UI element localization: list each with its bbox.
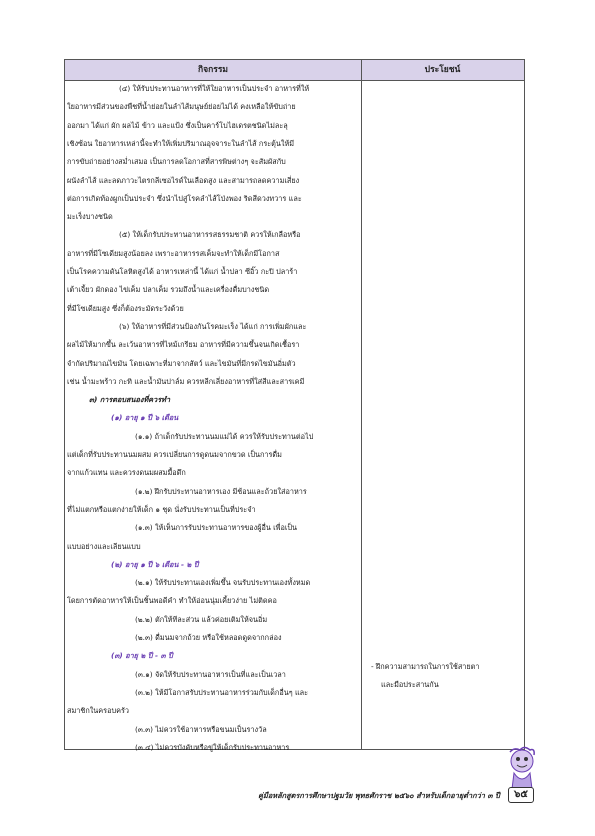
activity-line: (๓.๑) จัดให้รับประทานอาหารเป็นที่และเป็นเวลา bbox=[135, 669, 286, 679]
activity-line: เป็นโรคความดันโลหิตสูงได้ อาหารเหล่านี้ ได้แก่ น้ำปลา ซีอิ๊ว กะปิ ปลาร้า bbox=[67, 267, 298, 276]
activity-line: (๒.๑) ให้รับประทานเองเพิ่มขึ้น จนรับประทานเองทั้งหมด bbox=[135, 578, 311, 588]
age-heading: (๓) อายุ ๒ ปี - ๓ ปี bbox=[111, 651, 173, 661]
activity-line: (๓.๒) ให้มีโอกาสรับประทานอาหารร่วมกับเด็กอื่นๆ และ bbox=[135, 687, 309, 697]
table-header bbox=[65, 60, 524, 81]
activity-line: มะเร็งบางชนิด bbox=[67, 212, 113, 222]
activity-line: (๔) ให้รับประทานอาหารที่ให้ใยอาหารเป็นประจำ อาหารที่ให้ bbox=[119, 84, 310, 93]
activity-line: เช่น น้ำมะพร้าว กะทิ และน้ำมันปาล์ม ควรหลีกเลี่ยงอาหารที่ใส่สีและสารเคมี bbox=[67, 376, 305, 386]
activity-line: ใยอาหารมีส่วนของพืชที่น้ำย่อยในลำไส้มนุษย์ย่อยไม่ได้ คงเหลือให้ขับถ่าย bbox=[67, 102, 296, 112]
activity-line: จำกัดปริมาณไขมัน โดยเฉพาะที่มาจากสัตว์ และไขมันที่มีกรดไขมันอิ่มตัว bbox=[67, 358, 296, 368]
activity-line: ที่มีโซเดียมสูง ซึ่งก็ต้องระมัดระวังด้วย bbox=[67, 303, 184, 313]
activity-line: (๕) ให้เด็กรับประทานอาหารรสธรรมชาติ ควรให้เกลือหรือ bbox=[119, 230, 301, 240]
activity-line: ที่ไม่แตกหรือแตกง่ายให้เด็ก ๑ ชุด นั่งรับประทานเป็นที่ประจำ bbox=[67, 504, 256, 514]
activity-line: จากแก้วแทน และควรงดนมผสมมื้อดึก bbox=[67, 468, 186, 478]
activity-line: อาหารที่มีโซเดียมสูงน้อยลง เพราะอาหารรสเค็มจะทำให้เด็กมีโอกาส bbox=[67, 248, 280, 258]
age-heading: (๒) อายุ ๑ ปี ๖ เดือน - ๒ ปี bbox=[111, 559, 199, 569]
activity-line: (๓.๔) ไม่ควรบังคับหรือขู่ให้เด็กรับประทานอาหาร bbox=[135, 742, 290, 752]
page-number: ๖๕ bbox=[508, 787, 534, 803]
activity-line: การขับถ่ายอย่างสม่ำเสมอ เป็นการลดโอกาสที่สารพิษต่างๆ จะสัมผัสกับ bbox=[67, 157, 286, 167]
header-benefit: ประโยชน์ bbox=[424, 65, 461, 75]
section-heading: ๓) การตอบสนองที่ควรทำ bbox=[89, 395, 171, 405]
activity-line: ต่อการเกิดท้องผูกเป็นประจำ ซึ่งนำไปสู่โรคลำไส้โป่งพอง ริดสีดวงทวาร และ bbox=[67, 193, 302, 203]
column-divider bbox=[361, 60, 362, 749]
activity-line: เต้าเจี้ยว ผักดอง ไข่เค็ม ปลาเค็ม รวมถึงน้ำและเครื่องดื่มบางชนิด bbox=[67, 285, 270, 295]
activity-line: (๑.๑) ถ้าเด็กรับประทานนมแม่ได้ ควรให้รับประทานต่อไป bbox=[135, 431, 314, 441]
activity-line: (๑.๒) ฝึกรับประทานอาหารเอง มีช้อนและถ้วยใส่อาหาร bbox=[135, 486, 307, 496]
activity-line: โดยการตัดอาหารให้เป็นชิ้นพอดีคำ ทำให้อ่อนนุ่มเคี้ยวง่าย ไม่ติดคอ bbox=[67, 596, 277, 606]
activity-line: (๑.๓) ให้เห็นการรับประทานอาหารของผู้อื่น เพื่อเป็น bbox=[135, 523, 297, 533]
activity-line: (๒.๒) ตักให้ทีละส่วน แล้วค่อยเติมให้จนอิ่ม bbox=[135, 614, 268, 624]
activity-line: แต่เด็กที่รับประทานนมผสม ควรเปลี่ยนการดูดนมจากขวด เป็นการดื่ม bbox=[67, 450, 282, 459]
activity-line: ผลไม้ให้มากขึ้น ละเว้นอาหารที่ไหม้เกรียม อาหารที่มีความขึ้นจนเกิดเชื้อรา bbox=[67, 340, 300, 350]
activity-line: สมาชิกในครอบครัว bbox=[67, 706, 129, 716]
activity-line: เชิงซ้อน ใยอาหารเหล่านี้จะทำให้เพิ่มปริมาณอุจจาระในลำไส้ กระตุ้นให้มี bbox=[67, 138, 295, 148]
benefit-line: และมือประสานกัน bbox=[381, 680, 439, 689]
activity-line: (๓.๓) ไม่ควรใช้อาหารหรือขนมเป็นรางวัล bbox=[135, 724, 267, 734]
activity-line: แบบอย่างและเลียนแบบ bbox=[67, 541, 141, 551]
header-activity: กิจกรรม bbox=[197, 65, 228, 75]
activity-line: (๖) ให้อาหารที่มีส่วนป้องกันโรคมะเร็ง ได้แก่ การเพิ่มผักและ bbox=[119, 321, 307, 331]
activity-line: ผนังลำไส้ และลดภาวะไตรกลีเซอไรด์ในเลือดสูง และสามารถลดความเสี่ยง bbox=[67, 175, 300, 185]
footer-title: คู่มือหลักสูตรการศึกษาปฐมวัย พุทธศักราช ๒๕๖๐ สำหรับเด็กอายุต่ำกว่า ๓ ปี bbox=[258, 791, 500, 800]
benefit-line: - ฝึกความสามารถในการใช้สายตา bbox=[371, 662, 480, 671]
activity-line: (๒.๓) ดื่มนมจากถ้วย หรือใช้หลอดดูดจากกล่อง bbox=[135, 633, 282, 642]
activity-line: ออกมา ได้แก่ ผัก ผลไม้ ข้าว และแป้ง ซึ่งเป็นคาร์โบไฮเดรตชนิดไม่ละลุ bbox=[67, 120, 288, 130]
activity-benefit-table bbox=[64, 59, 525, 750]
age-heading: (๑) อายุ ๑ ปี ๖ เดือน bbox=[111, 413, 179, 423]
